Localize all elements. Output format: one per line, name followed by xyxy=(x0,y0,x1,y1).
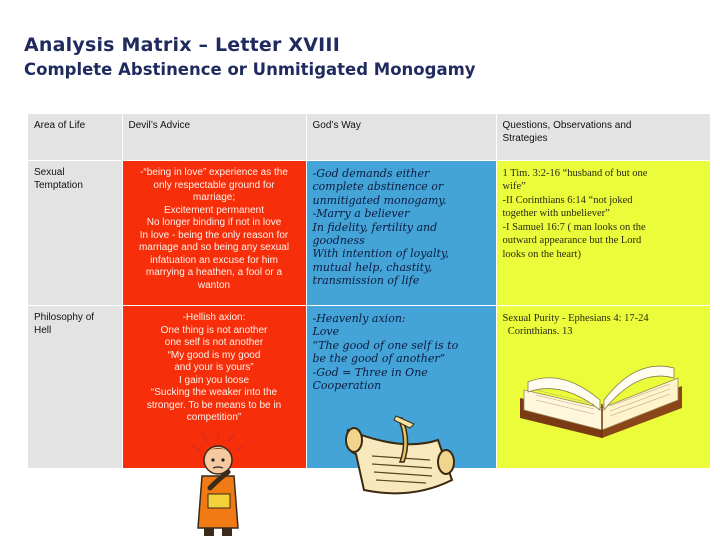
god-line: mutual help, chastity, xyxy=(312,260,433,274)
devil-line: infatuation an excuse for him xyxy=(150,254,278,266)
god-line: -Heavenly axion: xyxy=(312,312,406,325)
god-line: With intention of loyalty, xyxy=(312,247,450,261)
questions-cell xyxy=(496,161,710,306)
god-line: “The good of one self is to xyxy=(312,338,459,352)
god-cell xyxy=(306,161,496,306)
header-area-of-life: Area of Life xyxy=(28,114,122,161)
devil-line: marriage; xyxy=(192,192,236,203)
devil-line: No longer binding if not in love xyxy=(146,217,282,228)
god-line: unmitigated monogamy. xyxy=(312,193,447,207)
devil-line: competition” xyxy=(186,412,242,423)
god-line: Cooperation xyxy=(312,379,382,393)
devil-line: “My good is my good xyxy=(167,349,261,361)
devil-line: One thing is not another xyxy=(160,324,268,336)
god-line: goodness xyxy=(312,234,365,248)
devil-line: stronger. To be means to be in xyxy=(146,399,282,411)
header-devils-advice: Devil’s Advice xyxy=(122,114,306,161)
header-questions xyxy=(496,114,710,161)
header-gods-way: God’s Way xyxy=(306,114,496,161)
god-line: In fidelity, fertility and xyxy=(312,220,438,234)
god-line: -God = Three in One xyxy=(312,365,428,379)
area-line: Sexual xyxy=(34,167,65,178)
god-line: transmission of life xyxy=(312,274,420,288)
table-row xyxy=(28,161,710,306)
devil-line: wanton xyxy=(197,279,231,291)
area-line: Temptation xyxy=(34,179,83,191)
scroll-and-quill-icon xyxy=(342,410,462,505)
thinking-person-icon xyxy=(190,432,260,538)
questions-line: Corinthians. 13 xyxy=(502,326,573,338)
devil-line: “Sucking the weaker into the xyxy=(150,387,278,398)
questions-line: together with unbeliever” xyxy=(502,208,610,220)
devil-cell xyxy=(122,161,306,306)
god-line: -God demands either xyxy=(312,167,430,180)
devil-line: only respectable ground for xyxy=(153,179,275,191)
area-cell xyxy=(28,161,122,306)
questions-line: 1 Tim. 3:2-16 “husband of but one xyxy=(502,168,648,179)
questions-line: outward appearance but the Lord xyxy=(502,235,642,247)
devil-line: -Hellish axion: xyxy=(182,312,246,323)
devil-line: Excitement permanent xyxy=(163,204,265,216)
questions-line: -II Corinthians 6:14 “not joked xyxy=(502,194,633,206)
devil-line: I gain you loose xyxy=(178,374,250,386)
slide-title: Analysis Matrix – Letter XVIII xyxy=(24,34,340,56)
devil-line: marrying a heathen, a fool or a xyxy=(145,267,283,278)
god-line: -Marry a believer xyxy=(312,207,410,221)
area-cell xyxy=(28,306,122,469)
questions-line: -I Samuel 16:7 ( man looks on the xyxy=(502,221,646,233)
god-line: complete abstinence or xyxy=(312,180,444,194)
area-line: Philosophy of xyxy=(34,312,95,323)
devil-line: -“being in love” experience as the xyxy=(140,167,288,178)
devil-line: and your is yours” xyxy=(174,362,254,373)
open-book-icon xyxy=(510,338,690,448)
header-questions-line: Strategies xyxy=(502,132,548,144)
devil-line: marriage and so being any sexual xyxy=(138,242,290,253)
slide-subtitle: Complete Abstinence or Unmitigated Monogamy xyxy=(24,60,476,79)
god-line: Love xyxy=(312,325,340,339)
questions-line: looks on the heart) xyxy=(502,248,581,260)
devil-line: In love - being the only reason for xyxy=(139,229,289,241)
questions-line: Sexual Purity - Ephesians 4: 17-24 xyxy=(502,313,649,324)
questions-line: wife” xyxy=(502,181,526,193)
devil-line: one self is not another xyxy=(164,337,264,348)
header-questions-line: Questions, Observations and xyxy=(502,120,632,131)
table-header-row xyxy=(28,114,710,161)
god-line: be the good of another” xyxy=(312,352,446,366)
area-line: Hell xyxy=(34,324,52,336)
